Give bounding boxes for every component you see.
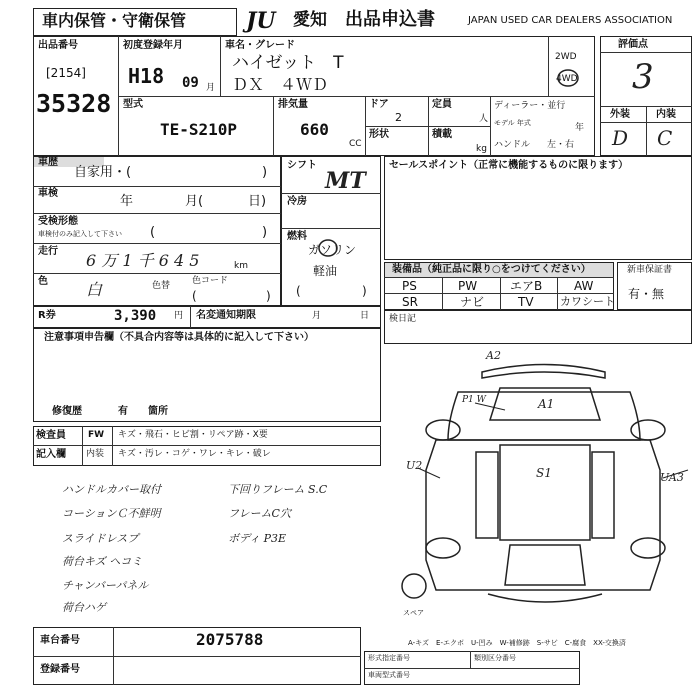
drive-2wd: 2WD [555,52,577,62]
fuel-close: ) [362,284,367,298]
equip-leather: カワシート [560,295,615,308]
other-label: 検日記 [389,314,417,324]
reg-type-label: 車両型式番号 [368,671,410,679]
color-code-label: 色コード [192,276,229,286]
inspector-label: 検査員 [36,430,66,441]
registration-month-unit: 月 [206,83,216,93]
ac-label: 冷房 [287,196,307,207]
type-code-label: 類別区分番号 [474,654,516,662]
drive-4wd-circle [558,70,578,86]
handle-label: ハンドル [494,140,531,150]
equip-pw: PW [458,279,478,293]
color-value: 白 [86,280,103,299]
drive-4wd: 4WD [556,74,578,84]
inspection-type-close: ) [262,225,268,240]
inspection-type-label: 受検形態 [38,216,78,227]
displacement-unit: CC [349,139,362,149]
lot-sub-number: [2154] [46,66,86,80]
rating-label: 評価点 [618,39,648,50]
shaken-year: 年 [120,194,134,209]
history-value: 自家用・( [74,165,132,180]
equip-sr: SR [402,295,418,309]
remark-4: 荷台キズ ヘコミ [62,555,143,568]
shaken-label: 車検 [38,188,58,199]
notes-label: 注意事項申告欄（不具合内容等は具体的に記入して下さい） [44,332,314,343]
exterior-label: 外装 [610,109,630,120]
displacement-value: 660 [300,120,329,139]
form-code-label: 形式指定番号 [368,654,410,662]
sales-point-label: セールスポイント（正常に機能するものに限ります） [389,160,629,171]
registration-month: 09 [182,75,199,91]
remark-2: コーションＣ不鮮明 [62,507,161,520]
vehicle-name: ハイゼット T [232,53,344,73]
displacement-label: 排気量 [278,99,308,110]
plate-label: 登録番号 [40,664,80,675]
load-unit: kg [476,144,487,154]
damage-a2: A2 [486,349,501,362]
entry-label: 記入欄 [36,449,66,460]
lot-number: 35328 [36,89,112,118]
interior-label: 内装 [656,109,676,120]
history-label: 車歴 [38,157,58,168]
shaken-day: 日) [248,194,267,209]
dealer-label: ディーラー・並行 [494,101,566,111]
color-code-open: ( [192,289,197,303]
inspection-type-open: ( [150,225,156,240]
doors-label: ドア [369,99,389,110]
ju-logo: JU [246,8,276,34]
remark-7: 下回りフレーム S.C [228,483,328,496]
color-change-label: 色替 [152,281,171,291]
equip-airbag: エアB [510,279,543,293]
equip-navi: ナビ [460,295,485,309]
recycle-label: R券 [38,310,56,321]
deadline-month: 月 [312,311,322,321]
equipment-label: 装備品（純正品に限り○をつけてください） [392,264,591,275]
chassis-label: 車台番号 [40,635,80,646]
lot-number-label: 出品番号 [38,40,78,51]
damage-u2: U2 [406,459,423,472]
form-title: 出品申込書 [345,9,435,30]
model-year-label: モデル 年式 [494,119,531,127]
damage-a1: A1 [538,397,555,411]
shaken-month: 月( [185,194,204,209]
deadline-label: 名変通知期限 [196,310,256,321]
deadline-day: 日 [360,311,370,321]
remark-9: ボディ P3E [228,532,287,545]
exterior-grade: D [612,126,629,150]
damage-s1: S1 [536,466,552,480]
vehicle-grade: ＤＸ ４ＷＤ [232,75,329,94]
capacity-label: 定員 [432,99,452,110]
remark-6: 荷台ハゲ [62,601,106,614]
registration-era-year: H18 [128,64,165,88]
model-year-unit: 年 [575,123,585,133]
warranty-label: 新車保証書 [627,265,673,275]
shift-value: MT [325,168,366,194]
mileage-label: 走行 [38,246,58,257]
remark-5: チャンバーパネル [62,579,149,592]
equip-tv: TV [518,295,534,309]
mileage-value: 6 万 1 千 6 4 5 [86,251,200,270]
model-label: 型式 [123,99,143,110]
fuel-gasoline-circle [319,240,337,256]
fw-options: キズ・飛石・ヒビ割・リペア跡・X要 [118,430,268,440]
fw-label: FW [88,430,105,440]
repair-history-value: 有 [118,406,128,417]
doors-value: 2 [395,111,402,124]
damage-ua3: UA3 [660,471,684,484]
shift-label: シフト [287,160,317,171]
remark-8: フレームC穴 [228,507,291,520]
color-code-close: ) [266,289,271,303]
interior-grade: C [657,126,673,150]
equip-aw: AW [574,279,594,293]
fuel-label: 燃料 [287,231,307,242]
association-short: 愛知 [293,10,327,30]
capacity-unit: 人 [479,114,489,124]
remark-3: スライドレスプ [62,532,139,545]
warranty-options: 有・無 [628,287,665,301]
repair-history-place: 箇所 [148,406,168,417]
handle-options: 左・右 [547,140,575,150]
fuel-diesel: 軽油 [313,264,338,278]
remark-1: ハンドルカバー取付 [62,483,161,496]
history-close: ) [262,165,268,180]
fuel-open: ( [296,284,301,298]
interior-check-label: 内装 [86,449,105,459]
recycle-value: 3,390 [114,308,157,324]
equip-ps: PS [402,279,417,293]
chassis-number: 2075788 [196,630,264,649]
vehicle-name-label: 車名・グレード [225,40,295,51]
damage-legend: A-キズ E-エクボ U-凹み W-補修跡 S-サビ C-腐食 XX-交換済 [408,639,626,647]
association-english: JAPAN USED CAR DEALERS ASSOCIATION [468,15,673,26]
storage-category: 車内保管・守衛保管 [42,11,187,30]
first-registration-label: 初度登録年月 [123,40,183,51]
recycle-unit: 円 [174,311,184,321]
load-label: 積載 [432,129,452,140]
mileage-unit: km [234,261,248,271]
damage-p1w: P1 W [462,395,486,405]
model-code: TE-S210P [160,120,238,139]
color-label: 色 [38,276,48,287]
repair-history-label: 修復歴 [52,406,82,417]
shape-label: 形状 [369,129,389,140]
rating-score: 3 [632,57,654,97]
spare-label: スペア [403,609,424,617]
inspection-type-note: 車検付のみ記入して下さい [38,230,122,238]
fuel-gasoline: ガソリン [308,243,357,257]
interior-check-options: キズ・汚レ・コゲ・ワレ・キレ・破レ [118,449,271,459]
